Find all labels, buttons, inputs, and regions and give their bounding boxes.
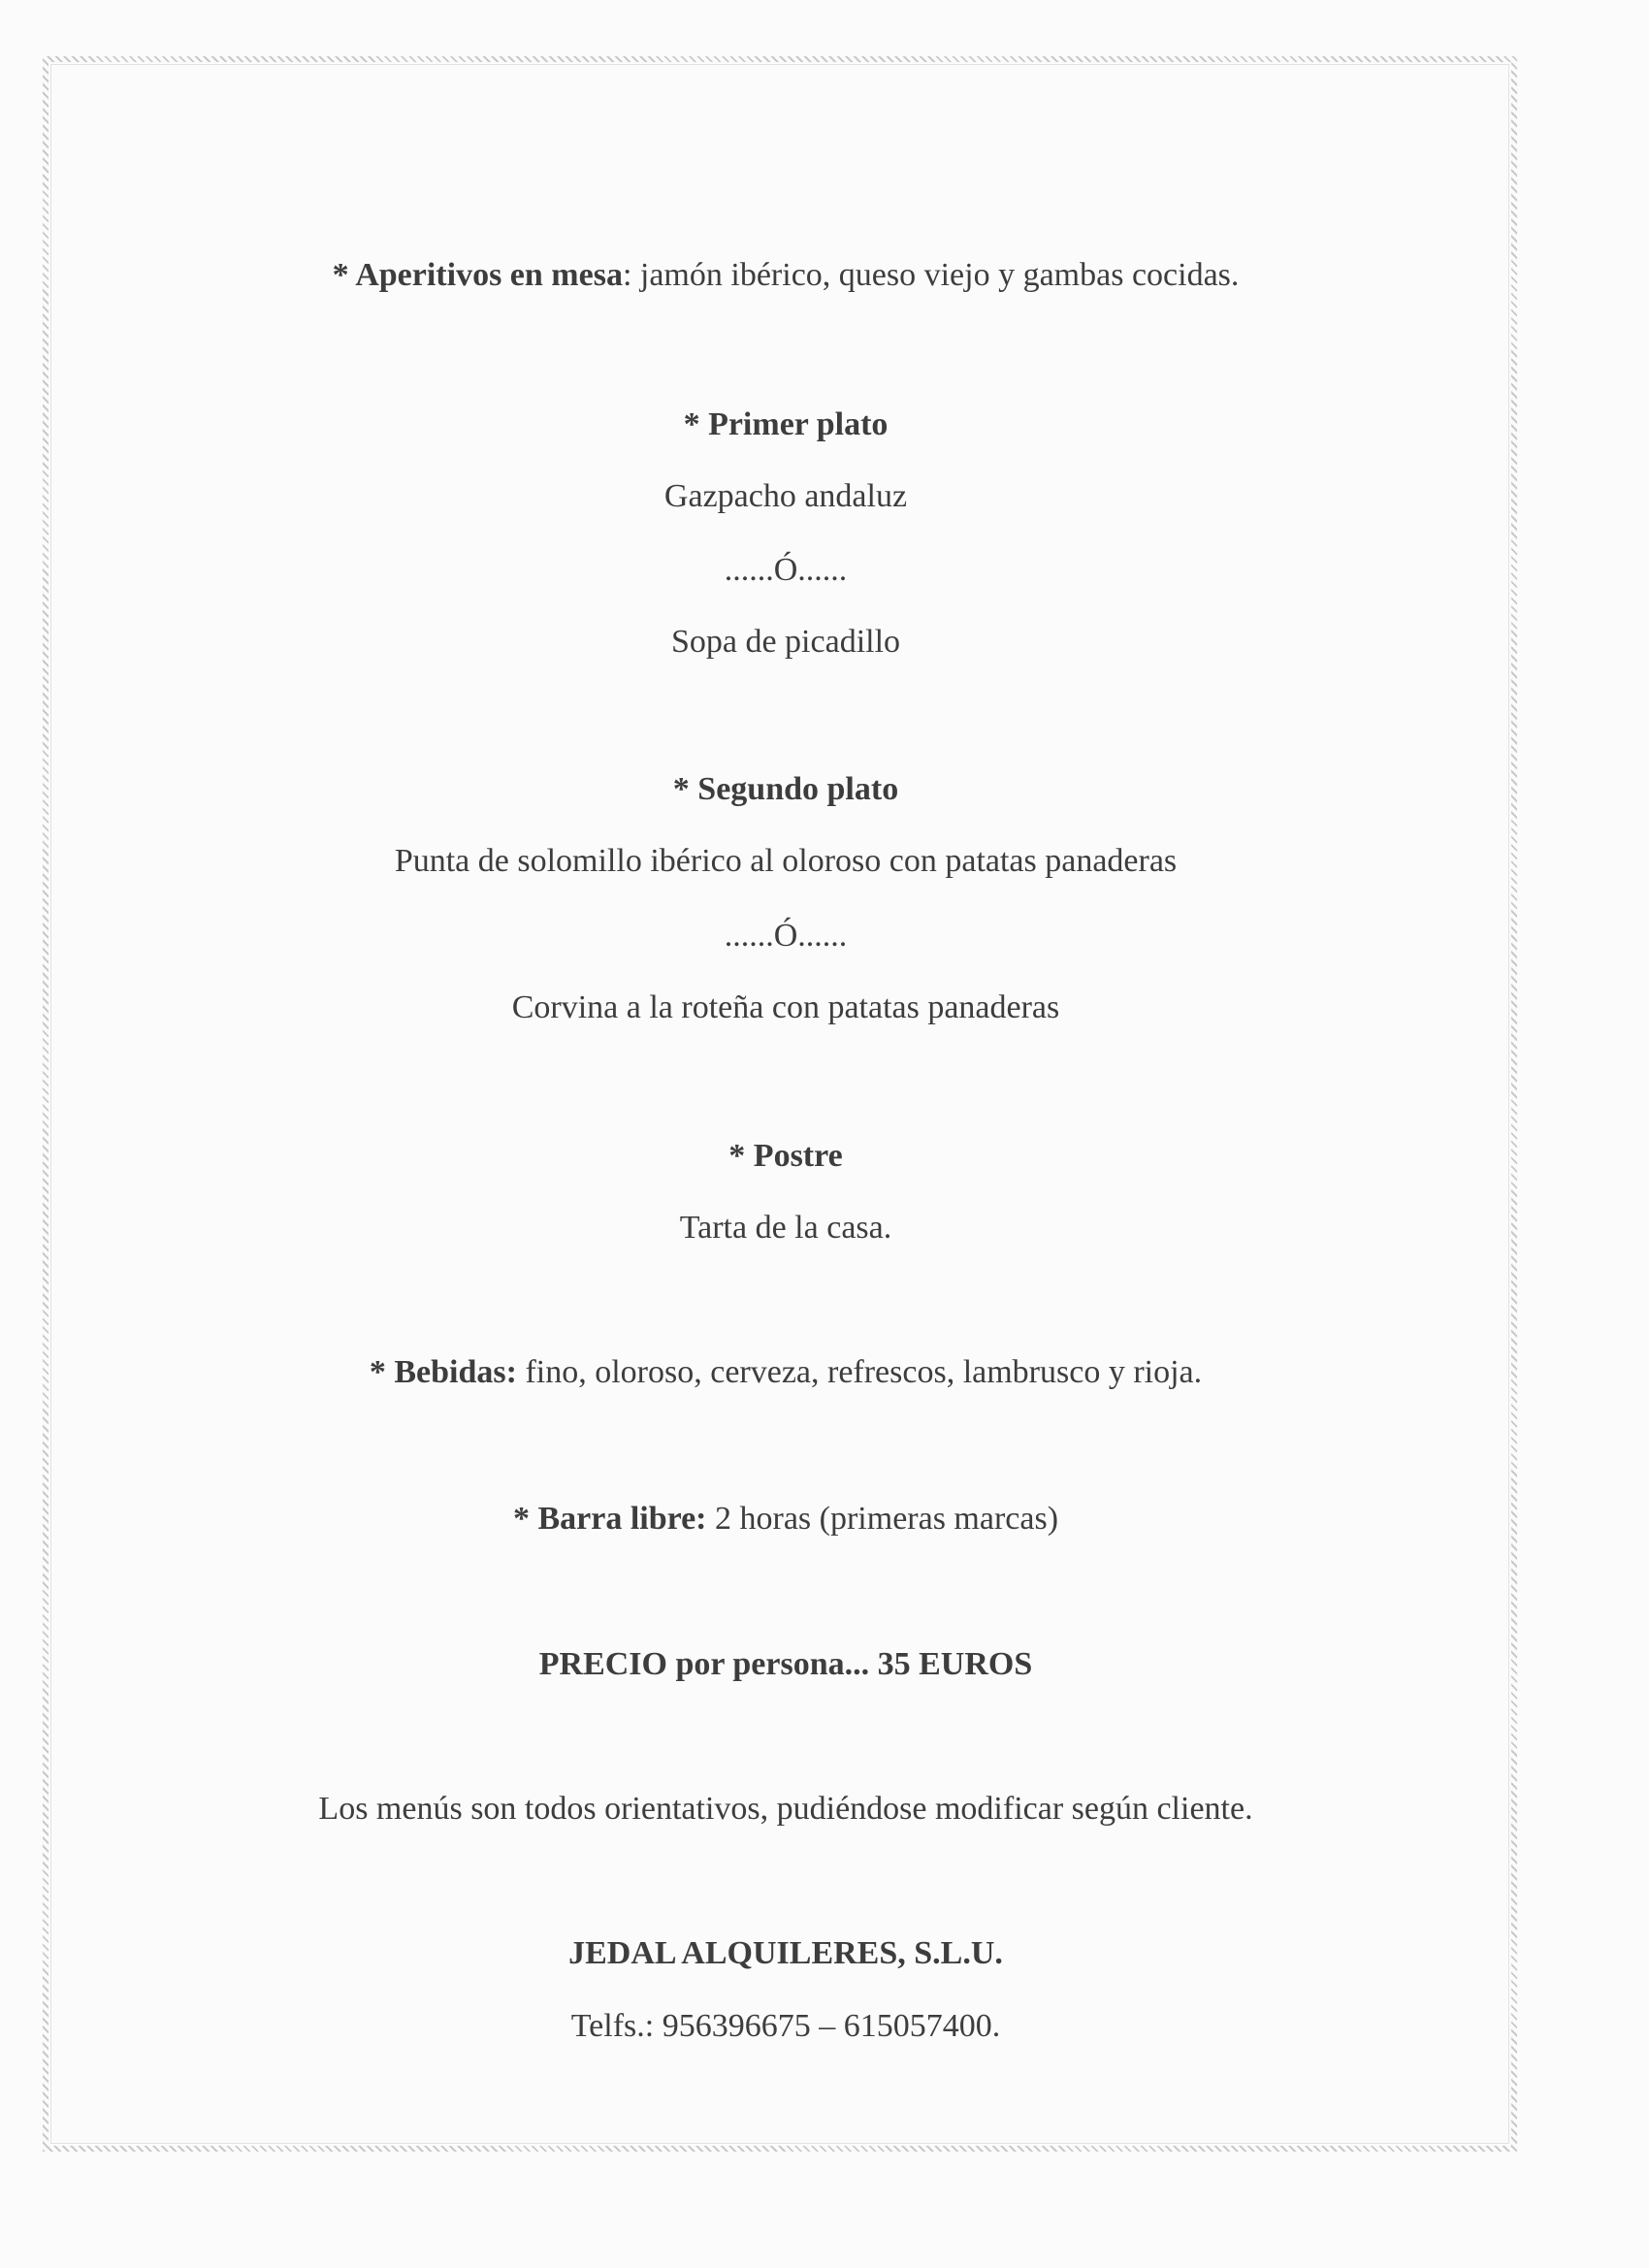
primer-plato-option-1: Gazpacho andaluz (663, 478, 908, 514)
segundo-plato-separator: ......Ó...... (724, 918, 848, 954)
empresa-name: JEDAL ALQUILERES, S.L.U. (568, 1935, 1003, 1971)
primer-plato-separator: ......Ó...... (724, 552, 848, 588)
bebidas-line (0, 1353, 1571, 1392)
nota: Los menús son todos orientativos, pudiéndose modificar según cliente. (318, 1791, 1253, 1827)
barra-libre-line (0, 1500, 1571, 1539)
bebidas-text: fino, oloroso, cerveza, refrescos, lambrusco y rioja. (516, 1354, 1203, 1390)
aperitivos-label: * Aperitivos en mesa (332, 257, 623, 293)
barra-libre-text: 2 horas (primeras marcas) (706, 1501, 1059, 1537)
primer-plato-heading: * Primer plato (683, 406, 889, 442)
postre-item: Tarta de la casa. (679, 1210, 892, 1246)
aperitivos-line (0, 256, 1571, 295)
aperitivos-text: : jamón ibérico, queso viejo y gambas cocidas. (622, 257, 1240, 293)
segundo-plato-option-2: Corvina a la roteña con patatas panaderas (511, 989, 1060, 1025)
barra-libre-label: * Barra libre: (512, 1501, 707, 1537)
precio: PRECIO por persona... 35 EUROS (538, 1646, 1033, 1682)
decorative-border-inner (50, 64, 1509, 2144)
postre-heading: * Postre (728, 1138, 843, 1174)
empresa-phones: Telfs.: 956396675 – 615057400. (570, 2008, 1001, 2044)
segundo-plato-heading: * Segundo plato (672, 771, 899, 807)
bebidas-label: * Bebidas: (369, 1354, 517, 1390)
primer-plato-option-2: Sopa de picadillo (670, 624, 901, 660)
segundo-plato-option-1: Punta de solomillo ibérico al oloroso con patatas panaderas (394, 843, 1178, 879)
